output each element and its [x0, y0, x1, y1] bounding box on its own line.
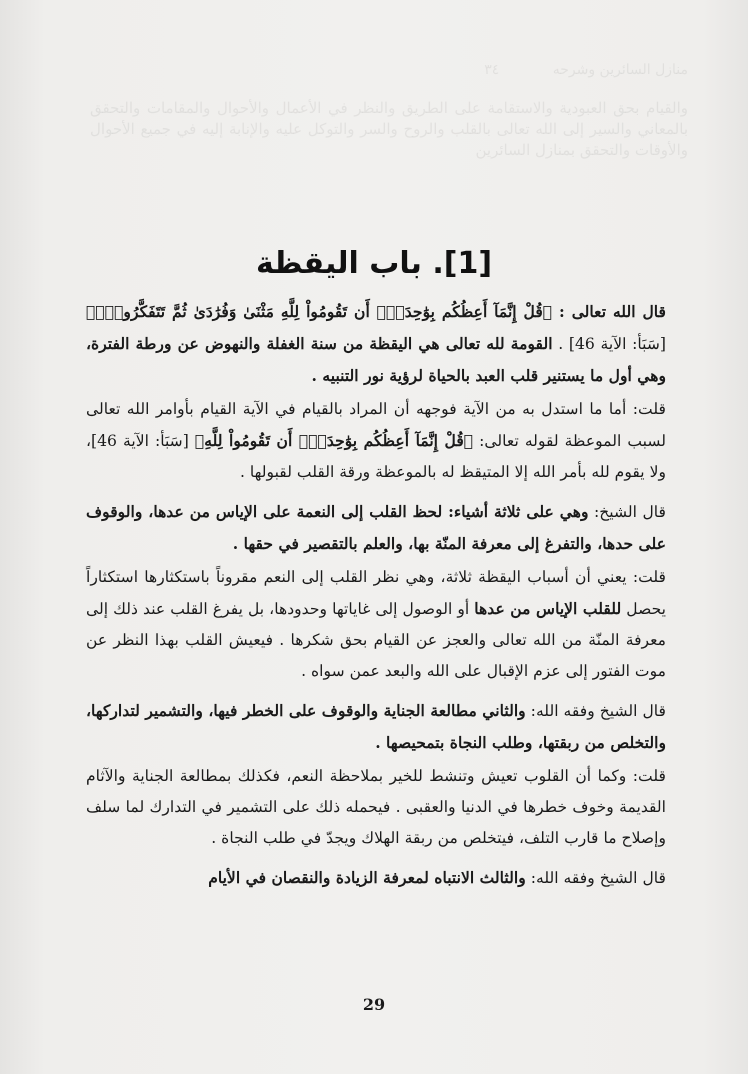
bleed-through-header: منازل السائرين وشرحه ٣٤: [484, 62, 688, 78]
bold-text-segment: وهي على ثلاثة أشياء: لحظ القلب إلى النعمة على الإياس من عدها، والوقوف على حدها، والتفرغ إلى معرفة المنّة بها، والعلم بالتقصير في حقها .: [86, 502, 666, 553]
text-segment: قلت: يعني أن أسباب اليقظة ثلاثة، وهي نظر القلب إلى النعم مقروناً باستكثارها استكثاراً يحصل: [86, 568, 666, 618]
text-segment: [سَبَأ: الآية 46] .: [552, 335, 666, 353]
bleed-through-text: والقيام بحق العبودية والاستقامة على الطريق والنظر في الأعمال والأحوال والمقامات والتحقق بالمعاني والسير إلى الله تعالى بالقلب والروح والسر والتوكل عليه والإنابة إليه في جميع الأحوال والأوقات والتحقق بمنازل السائرين: [90, 99, 688, 159]
page-number: 29: [362, 995, 386, 1014]
text-segment: قال الشيخ وفقه الله:: [525, 702, 666, 720]
text-segment: قلت: أما ما استدل به من الآية فوجهه أن المراد بالقيام في الآية القيام بأوامر الله تعالى لسبب الموعظة لقوله تعالى:: [86, 400, 666, 450]
text-segment: أو الوصول إلى غاياتها وحدودها، بل يفرغ القلب عند ذلك إلى معرفة المنّة من الله تعالى والعجز عن القيام بحق شكرها . فيعيش القلب بهذا النظر عن موت الفتور إلى عزم الإقبال على الله والبعد عمن سواه .: [86, 600, 666, 680]
text-segment: [سَبَأ: الآية 46]، ولا يقوم لله بأمر الله إلا المتيقظ له بالموعظة ورقة القلب لقبولها .: [86, 432, 666, 481]
paragraph: [86, 562, 666, 687]
bold-text-segment: للقلب الإياس من عدها: [474, 599, 622, 618]
paragraph: [86, 862, 666, 894]
bold-text-segment: ﴿قُلْ إِنَّمَآ أَعِظُكُم بِوَٰحِدَةٍۖ أَن تَقُومُواْ لِلَّهِ﴾: [194, 431, 474, 450]
paragraph: [86, 761, 666, 854]
bold-text-segment: قال الله تعالى :: [552, 302, 666, 321]
text-segment: قال الشيخ وفقه الله:: [525, 869, 666, 887]
paragraph: [86, 695, 666, 759]
paragraph: [86, 296, 666, 392]
chapter-title: [1]. باب اليقظة: [255, 246, 493, 282]
bold-text-segment: والثالث الانتباه لمعرفة الزيادة والنقصان في الأيام: [208, 868, 526, 887]
bold-text-segment: ﴿قُلْ إِنَّمَآ أَعِظُكُم بِوَٰحِدَةٍۖ أَن تَقُومُواْ لِلَّهِ مَثْنَىٰ وَفُرَٰدَىٰ ثُمَّ تَتَفَكَّرُواْۚ﴾: [86, 302, 553, 321]
bold-text-segment: القومة لله تعالى هي اليقظة من سنة الغفلة والنهوض عن ورطة الفترة، وهي أول ما يستنير قلب العبد بالحياة لرؤية نور التنبيه .: [86, 334, 666, 385]
paragraph: [86, 394, 666, 488]
page-body: [86, 296, 666, 896]
paragraph: [86, 496, 666, 560]
bold-text-segment: والثاني مطالعة الجناية والوقوف على الخطر فيها، والتشمير لتداركها، والتخلص من ربقتها، وطلب النجاة بتمحيصها .: [86, 701, 666, 752]
text-segment: قلت: وكما أن القلوب تعيش وتنشط للخير بملاحظة النعم، فكذلك بمطالعة الجناية والآثام القديمة وخوف خطرها في الدنيا والعقبى . فيحمله ذلك على التشمير في التدارك لما سلف وإصلاح ما قارب التلف، فيتخلص من ربقة الهلاك ويجدّ في طلب النجاة .: [86, 767, 666, 847]
text-segment: قال الشيخ:: [588, 503, 666, 521]
